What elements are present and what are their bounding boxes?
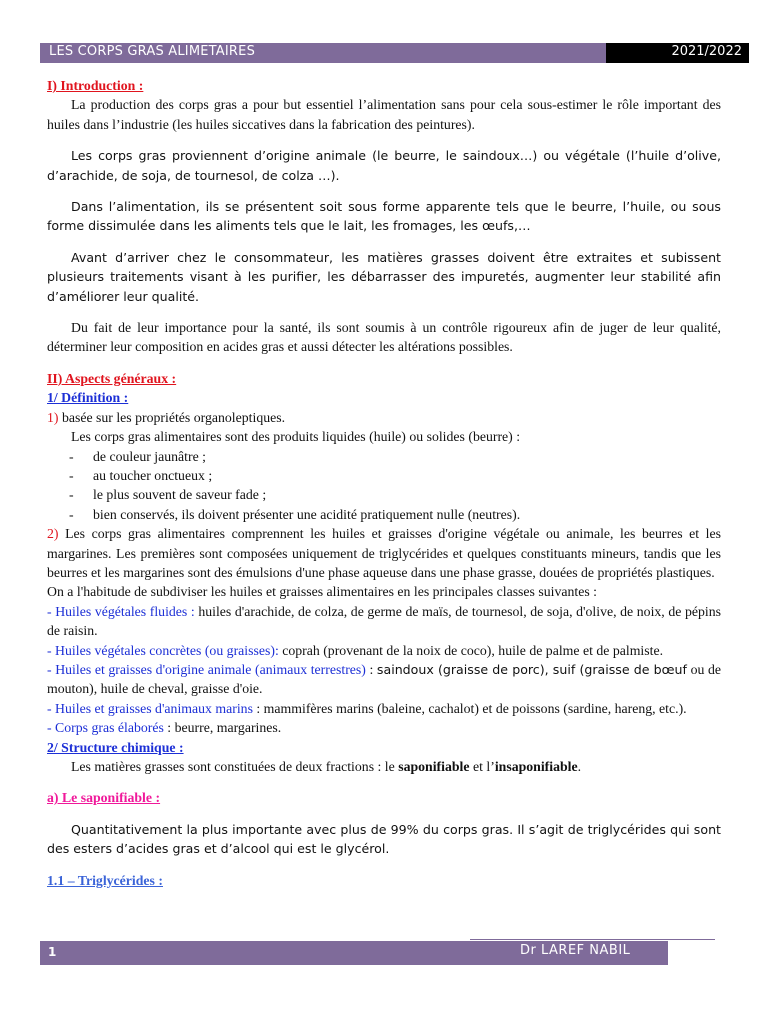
class-label: - Huiles et graisses d'animaux marins <box>47 700 253 716</box>
document-body <box>47 76 721 890</box>
definition-2-text: Les corps gras alimentaires comprennent les huiles et graisses d'origine végétale ou animale, les beurres et les margarines. Les premières sont composées uniquement de triglycérides et quelques constituants mineurs, tandis que les beurres et les margarines sont des émulsions d'une phase aqueuse dans une phase grasse, douées de propriétés plastiques. <box>47 526 721 580</box>
intro-paragraph-2: Les corps gras proviennent d’origine animale (le beurre, le saindoux…) ou végétale (l’huile d’olive, d’arachide, de soja, de tournesol, de colza …). <box>47 148 721 183</box>
class-colon: : <box>365 661 377 677</box>
class-text: : beurre, margarines. <box>163 720 282 736</box>
definition-2-number: 2) <box>47 526 59 542</box>
page-number: 1 <box>48 945 57 959</box>
aspects-heading: II) Aspects généraux : <box>47 370 177 386</box>
intro-paragraph-3: Dans l’alimentation, ils se présentent soit sous forme apparente tels que le beurre, l’huile, ou sous forme dissimulée dans les aliments tels que le lait, les fromages, les œufs,… <box>47 199 721 234</box>
class-item <box>47 602 721 641</box>
header-year-bar <box>606 43 749 63</box>
definition-2 <box>47 524 721 582</box>
class-item <box>47 641 721 660</box>
structure-text-mid: et l’ <box>469 759 495 774</box>
definition-1-number: 1) <box>47 409 59 425</box>
class-text: saindoux (graisse de porc), suif (graisse de bœuf <box>376 661 687 677</box>
structure-heading: 2/ Structure chimique : <box>47 739 184 755</box>
structure-text-start: Les matières grasses sont constituées de deux fractions : le <box>71 759 399 774</box>
class-item <box>47 699 721 718</box>
intro-paragraph-1: La production des corps gras a pour but essentiel l’alimentation sans pour cela sous-estimer le rôle important des huiles dans l’industrie (les huiles siccatives dans la fabrication des peintures). <box>47 97 721 132</box>
properties-list <box>47 447 721 525</box>
class-text-tail: ou de mouton), huile de cheval, graisse d'oie. <box>47 661 721 697</box>
definition-1-intro: Les corps gras alimentaires sont des produits liquides (huile) ou solides (beurre) : <box>71 429 521 445</box>
class-label: - Huiles végétales fluides : <box>47 603 195 619</box>
list-item: - au toucher onctueux ; <box>69 466 721 485</box>
class-label: - Huiles et graisses d'origine animale (animaux terrestres) <box>47 661 366 677</box>
insaponifiable-term: insaponifiable <box>494 759 578 774</box>
footer-author-bar <box>500 941 668 965</box>
header-year: 2021/2022 <box>671 44 742 59</box>
class-item <box>47 718 721 737</box>
header-title-bar <box>40 43 606 63</box>
footer-page-bar <box>40 941 500 965</box>
footer-rule <box>470 939 715 940</box>
definition-1-text: basée sur les propriétés organoleptiques. <box>58 409 286 425</box>
saponifiable-text: Quantitativement la plus importante avec plus de 99% du corps gras. Il s’agit de triglycérides qui sont des esters d’acides gras et d’alcool qui est le glycérol. <box>47 821 721 857</box>
class-label: - Corps gras élaborés <box>47 720 164 736</box>
intro-heading: I) Introduction : <box>47 78 144 93</box>
definition-1 <box>47 408 721 427</box>
structure-text <box>47 757 721 776</box>
triglycerides-heading: 1.1 – Triglycérides : <box>47 872 163 888</box>
list-item: - le plus souvent de saveur fade ; <box>69 485 721 504</box>
intro-paragraph-5: Du fait de leur importance pour la santé, ils sont soumis à un contrôle rigoureux afin de juger de leur qualité, déterminer leur composition en acides gras et aussi détecter les altérations possibles. <box>47 320 721 355</box>
saponifiable-heading: a) Le saponifiable : <box>47 790 161 806</box>
header-title: LES CORPS GRAS ALIMETAIRES <box>49 44 256 59</box>
saponifiable-term: saponifiable <box>398 759 470 774</box>
class-text: huiles d'arachide, de colza, de germe de maïs, de tournesol, de soja, d'olive, de noix, de pépins de raisin. <box>47 603 721 639</box>
class-label: - Huiles végétales concrètes (ou graisses): <box>47 642 279 658</box>
class-text: coprah (provenant de la noix de coco), huile de palme et de palmiste. <box>278 642 664 658</box>
structure-text-end: . <box>577 759 582 774</box>
author-name: Dr LAREF NABIL <box>520 943 631 958</box>
intro-paragraph-4: Avant d’arriver chez le consommateur, les matières grasses doivent être extraites et subissent plusieurs traitements visant à les purifier, les débarrasser des impuretés, augmenter leur stabilité afin d’améliorer leur qualité. <box>47 249 721 304</box>
class-item <box>47 660 721 699</box>
list-item: - de couleur jaunâtre ; <box>69 447 721 466</box>
class-text: : mammifères marins (baleine, cachalot) et de poissons (sardine, hareng, etc.). <box>252 700 687 716</box>
classes-intro: On a l'habitude de subdiviser les huiles et graisses alimentaires en les principales classes suivantes : <box>47 584 598 600</box>
definition-heading: 1/ Définition : <box>47 390 129 406</box>
list-item: - bien conservés, ils doivent présenter une acidité pratiquement nulle (neutres). <box>69 505 721 524</box>
